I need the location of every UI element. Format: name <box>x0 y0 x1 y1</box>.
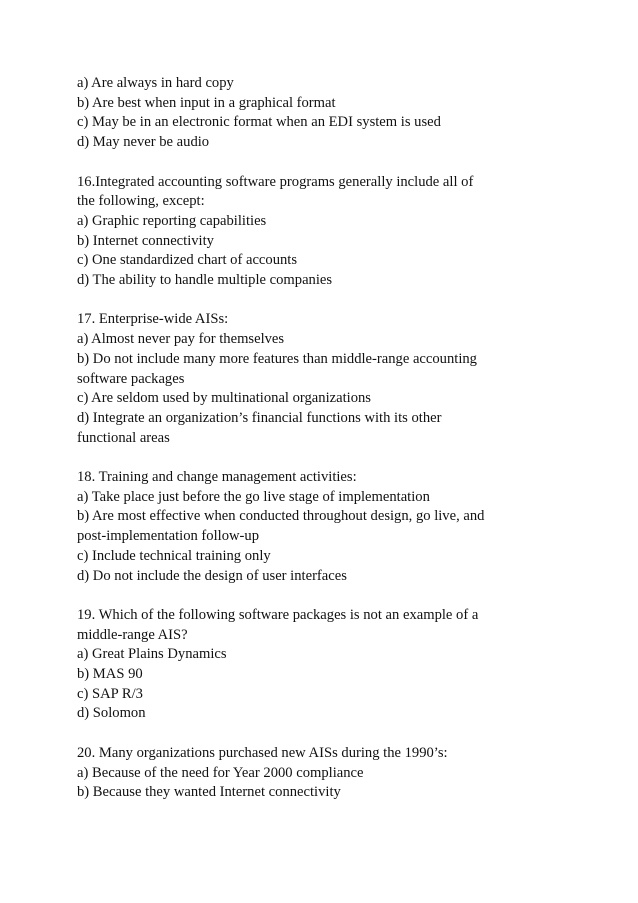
option-d: d) The ability to handle multiple companies <box>77 272 333 289</box>
question-stem: 18. Training and change management activities: <box>77 469 357 486</box>
option-a: a) Graphic reporting capabilities <box>77 212 267 229</box>
option-a: a) Take place just before the go live stage of implementation <box>77 488 430 505</box>
option-b: b) Are best when input in a graphical format <box>77 94 336 111</box>
option-c: c) SAP R/3 <box>77 685 143 702</box>
option-a: a) Because of the need for Year 2000 compliance <box>77 764 364 781</box>
option-a: a) Are always in hard copy <box>77 75 234 91</box>
question-15-options <box>77 74 577 153</box>
option-d: d) Do not include the design of user interfaces <box>77 567 347 584</box>
question-stem: 19. Which of the following software packages is not an example of a <box>77 606 479 623</box>
question-stem: middle-range AIS? <box>77 626 188 643</box>
option-d: d) Solomon <box>77 705 146 722</box>
option-d: d) Integrate an organization’s financial functions with its other <box>77 409 442 426</box>
question-16 <box>77 173 577 291</box>
option-b: b) MAS 90 <box>77 666 143 683</box>
question-stem: 17. Enterprise-wide AISs: <box>77 311 229 328</box>
option-c: c) Are seldom used by multinational organizations <box>77 390 371 407</box>
option-d-continued: functional areas <box>77 429 170 446</box>
question-20 <box>77 744 577 803</box>
question-stem: the following, except: <box>77 193 205 210</box>
option-b-continued: software packages <box>77 370 185 387</box>
question-stem: 16.Integrated accounting software programs generally include all of <box>77 173 474 190</box>
option-b: b) Because they wanted Internet connectivity <box>77 784 341 801</box>
option-b: b) Internet connectivity <box>77 232 214 249</box>
option-a: a) Almost never pay for themselves <box>77 331 285 348</box>
option-c: c) May be in an electronic format when an EDI system is used <box>77 114 441 131</box>
question-stem: 20. Many organizations purchased new AISs during the 1990’s: <box>77 744 448 761</box>
document-page <box>77 74 577 823</box>
question-17 <box>77 310 577 448</box>
option-b: b) Do not include many more features than middle-range accounting <box>77 350 477 367</box>
option-b: b) Are most effective when conducted throughout design, go live, and <box>77 508 485 525</box>
question-19 <box>77 606 577 724</box>
option-a: a) Great Plains Dynamics <box>77 646 227 663</box>
option-b-continued: post-implementation follow-up <box>77 528 259 545</box>
option-c: c) Include technical training only <box>77 547 271 564</box>
option-d: d) May never be audio <box>77 134 210 151</box>
option-c: c) One standardized chart of accounts <box>77 252 298 269</box>
question-18 <box>77 468 577 586</box>
